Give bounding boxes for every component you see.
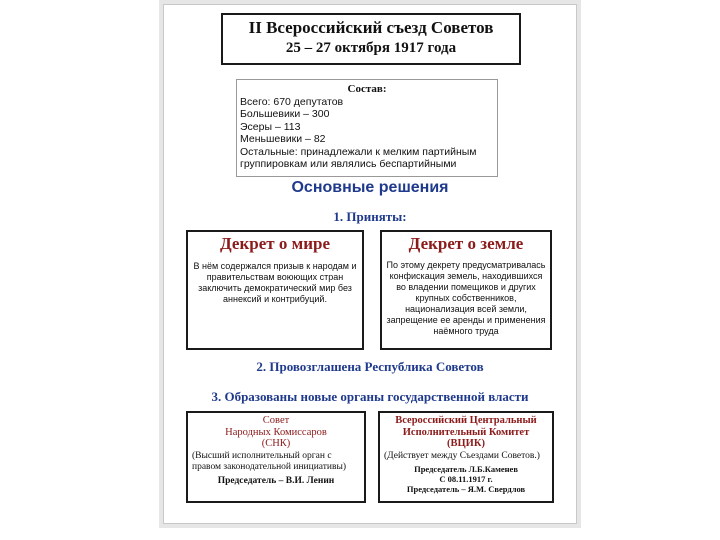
congress-dates: 25 – 27 октября 1917 года bbox=[285, 40, 457, 56]
congress-title: II Всероссийский съезд Советов bbox=[248, 18, 494, 37]
decree-land-text: По этому декрету предусматривалась конфискация земель, находившихся во владении помещиков и других крупных собственников, национализация всей земли, запрещение ее аренды и применения наёмного труда bbox=[386, 260, 546, 336]
section-adopted: 1. Приняты: bbox=[333, 209, 407, 224]
snk-chairman: Председатель – В.И. Ленин bbox=[217, 475, 335, 486]
composition-line: Остальные: принадлежали к мелким партийным bbox=[240, 145, 477, 158]
vcik-chairman-1: Председатель Л.Б.Каменев bbox=[414, 463, 518, 474]
section-new-organs: 3. Образованы новые органы государственной власти bbox=[211, 389, 529, 404]
composition-line: Эсеры – 113 bbox=[240, 120, 301, 133]
composition-header: Состав: bbox=[347, 83, 387, 95]
composition-line: Всего: 670 депутатов bbox=[240, 95, 344, 108]
decree-land-box bbox=[380, 230, 552, 350]
decree-peace-text: В нём содержался призыв к народам и правительствам воюющих стран заключить демократический мир без аннексий и контрибуций. bbox=[193, 261, 357, 304]
composition-line: Большевики – 300 bbox=[240, 108, 330, 120]
composition-box bbox=[236, 79, 498, 177]
slide bbox=[163, 4, 577, 524]
snk-description: (Высший исполнительный орган с правом законодательной инициативы) bbox=[192, 450, 347, 472]
snk-abbr: (СНК) bbox=[261, 438, 291, 449]
decree-peace-box bbox=[186, 230, 364, 350]
vcik-chairman-2: Председатель – Я.М. Свердлов bbox=[406, 483, 526, 494]
vcik-date: С 08.11.1917 г. bbox=[439, 473, 493, 484]
composition-line: Меньшевики – 82 bbox=[240, 133, 326, 145]
vcik-name-line1: Всероссийский Центральный bbox=[395, 415, 537, 426]
main-decisions-heading: Основные решения bbox=[291, 179, 449, 196]
composition-line: группировкам или являлись беспартийными bbox=[240, 158, 457, 170]
vcik-description: (Действует между Съездами Советов.) bbox=[384, 450, 540, 461]
vcik-abbr: (ВЦИК) bbox=[447, 438, 485, 449]
snk-box bbox=[186, 411, 366, 503]
decree-peace-title: Декрет о мире bbox=[220, 234, 330, 253]
snk-name-line2: Народных Комиссаров bbox=[225, 426, 327, 438]
vcik-name-line2: Исполнительный Комитет bbox=[402, 426, 530, 438]
title-box bbox=[221, 13, 521, 65]
vcik-box bbox=[378, 411, 554, 503]
snk-name-line1: Совет bbox=[262, 415, 290, 426]
section-republic: 2. Провозглашена Республика Советов bbox=[256, 359, 484, 374]
decree-land-title: Декрет о земле bbox=[408, 234, 524, 253]
